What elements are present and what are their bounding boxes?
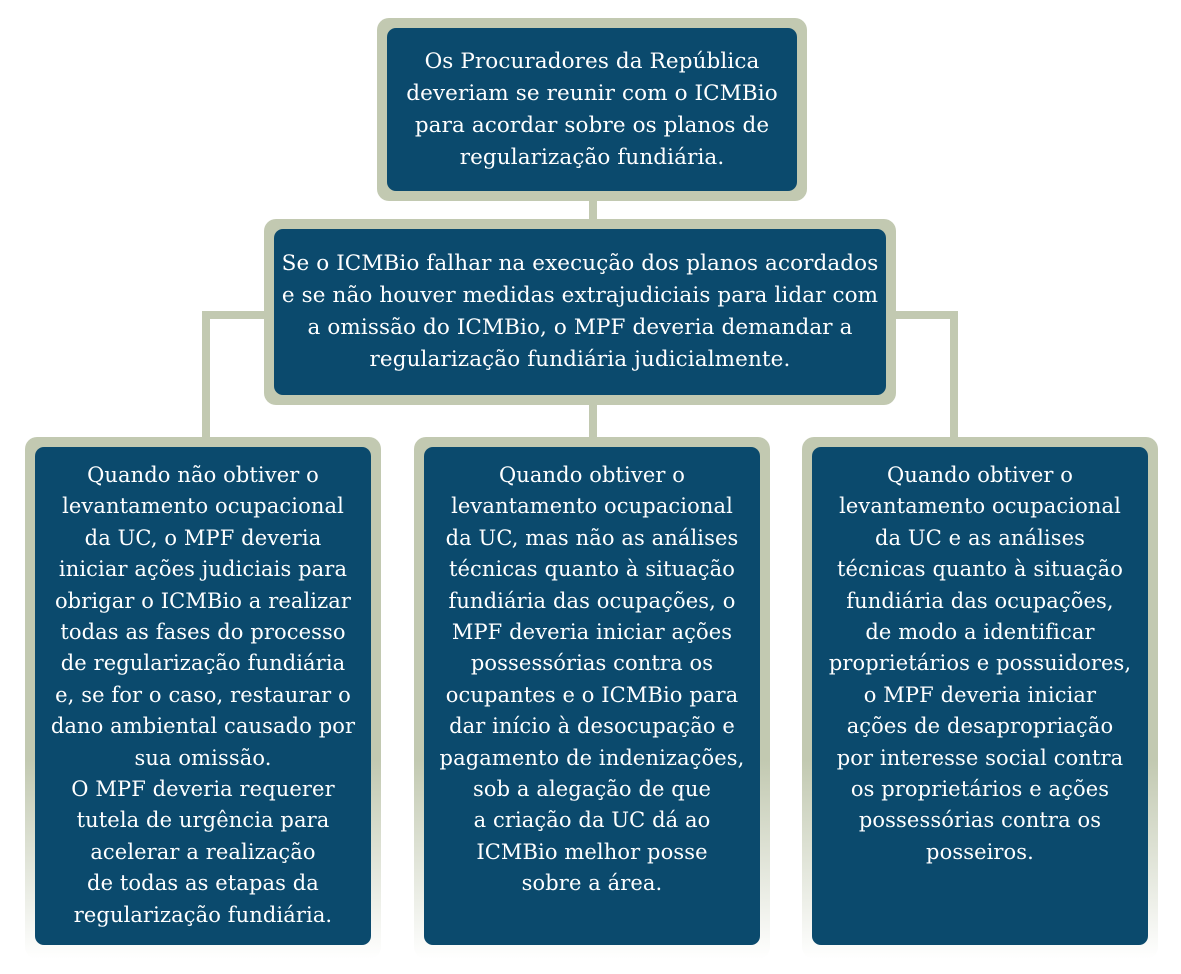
connector-right-branch-horizontal [886, 311, 958, 319]
middle-box-text: Se o ICMBio falhar na execução dos planos acordados e se não houver medidas extrajudiciais para lidar com a omissão do ICMBio, o MPF deveria demandar a regularização fundiária judicialmente. [281, 251, 879, 372]
connector-left-branch-vertical [202, 311, 210, 441]
right-box-text: Quando obtiver o levantamento ocupacional da UC e as análises técnicas quanto à situação fundiária das ocupações, de modo a identificar proprietários e possuidores, o MPF deveria iniciar ações de desapropriação por interesse social contra os proprietários e ações possessórias contra os posseiros. [828, 463, 1132, 864]
top-box [387, 28, 797, 191]
middle-box [274, 229, 886, 395]
left-box-text: Quando não obtiver o levantamento ocupacional da UC, o MPF deveria iniciar ações judiciais para obrigar o ICMBio a realizar todas as fases do processo de regularização fundiária e, se for o caso, restaurar o dano ambiental causado por sua omissão. O MPF deveria requerer tutela de urgência para acelerar a realização de todas as etapas da regularização fundiária. [50, 463, 356, 927]
connector-right-branch-vertical [950, 311, 958, 441]
left-box [35, 447, 371, 945]
right-box [812, 447, 1148, 945]
center-box [424, 447, 760, 945]
connector-middle-to-center [589, 401, 597, 441]
center-box-text: Quando obtiver o levantamento ocupacional da UC, mas não as análises técnicas quanto à situação fundiária das ocupações, o MPF deveria iniciar ações possessórias contra os ocupantes e o ICMBio para dar início à desocupação e pagamento de indenizações, sob a alegação de que a criação da UC dá ao ICMBio melhor posse sobre a área. [439, 463, 745, 896]
top-box-text: Os Procuradores da República deveriam se reunir com o ICMBio para acordar sobre os planos de regularização fundiária. [406, 48, 778, 170]
